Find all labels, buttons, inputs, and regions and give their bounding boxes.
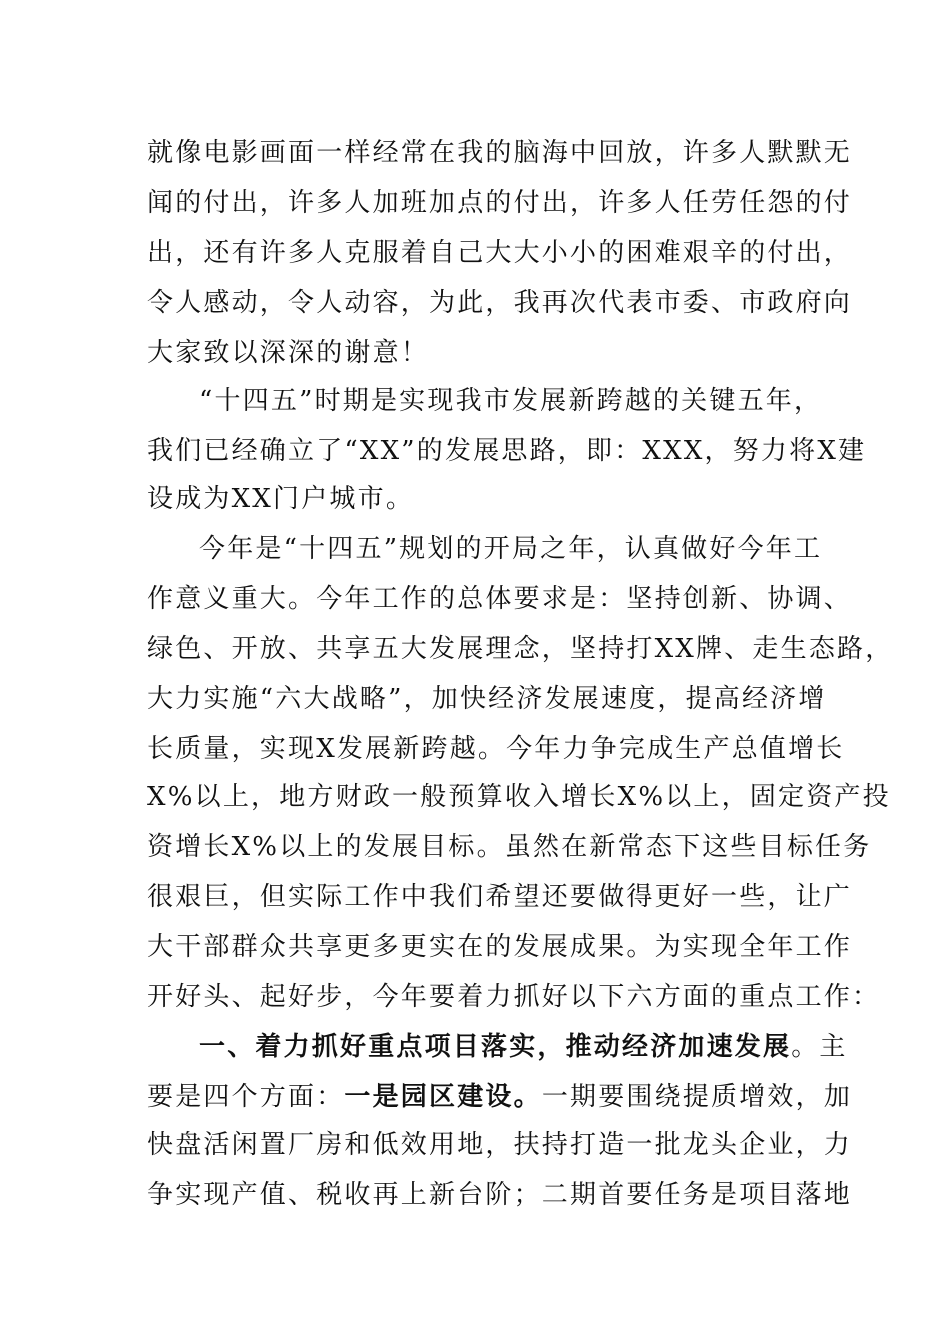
body-text-line: 快盘活闲置厂房和低效用地，扶持打造一批龙头企业，力 [147,1130,853,1160]
body-text-line: 资增长X%以上的发展目标。虽然在新常态下这些目标任务 [147,832,872,862]
body-text-line: 争实现产值、税收再上新台阶；二期首要任务是项目落地 [147,1180,853,1210]
body-text-line: 长质量，实现X发展新跨越。今年力争完成生产总值增长 [147,734,845,764]
section-heading-line [199,1022,879,1072]
body-text-line: 绿色、开放、共享五大发展理念，坚持打XX牌、走生态路， [147,634,894,664]
body-text-line: 大家致以深深的谢意！ [147,338,430,368]
body-text-line [147,1072,853,1122]
body-text-line: X%以上，地方财政一般预算收入增长X%以上，固定资产投 [147,782,891,812]
body-text-line: 就像电影画面一样经常在我的脑海中回放，许多人默默无 [147,138,853,168]
section-heading-tail: 。主 [791,1032,848,1062]
body-text-line: 大干部群众共享更多更实在的发展成果。为实现全年工作 [147,932,853,962]
body-text-line: 闻的付出，许多人加班加点的付出，许多人任劳任怨的付 [147,188,853,218]
body-text-line: 令人感动，令人动容，为此，我再次代表市委、市政府向 [147,288,853,318]
body-text-line: 很艰巨，但实际工作中我们希望还要做得更好一些，让广 [147,882,853,912]
body-text-line: 我们已经确立了“XX”的发展思路，即：XXX，努力将X建 [147,436,867,466]
body-text-line: 作意义重大。今年工作的总体要求是：坚持创新、协调、 [147,584,853,614]
inline-text: 要是四个方面： [147,1082,345,1112]
body-text-line: 设成为XX门户城市。 [147,484,415,514]
paragraph-first-line: 今年是“十四五”规划的开局之年，认真做好今年工 [199,534,823,564]
paragraph-first-line: “十四五”时期是实现我市发展新跨越的关键五年， [199,386,823,416]
body-text-line: 出，还有许多人克服着自己大大小小的困难艰辛的付出， [147,238,853,268]
subheading-inline: 一是园区建设。 [344,1082,542,1112]
section-heading: 一、着力抓好重点项目落实，推动经济加速发展 [199,1032,792,1062]
body-text-line: 大力实施“六大战略”，加快经济发展速度，提高经济增 [147,684,827,714]
body-text-line: 开好头、起好步，今年要着力抓好以下六方面的重点工作： [147,982,881,1012]
inline-text: 一期要围绕提质增效，加 [541,1082,853,1112]
